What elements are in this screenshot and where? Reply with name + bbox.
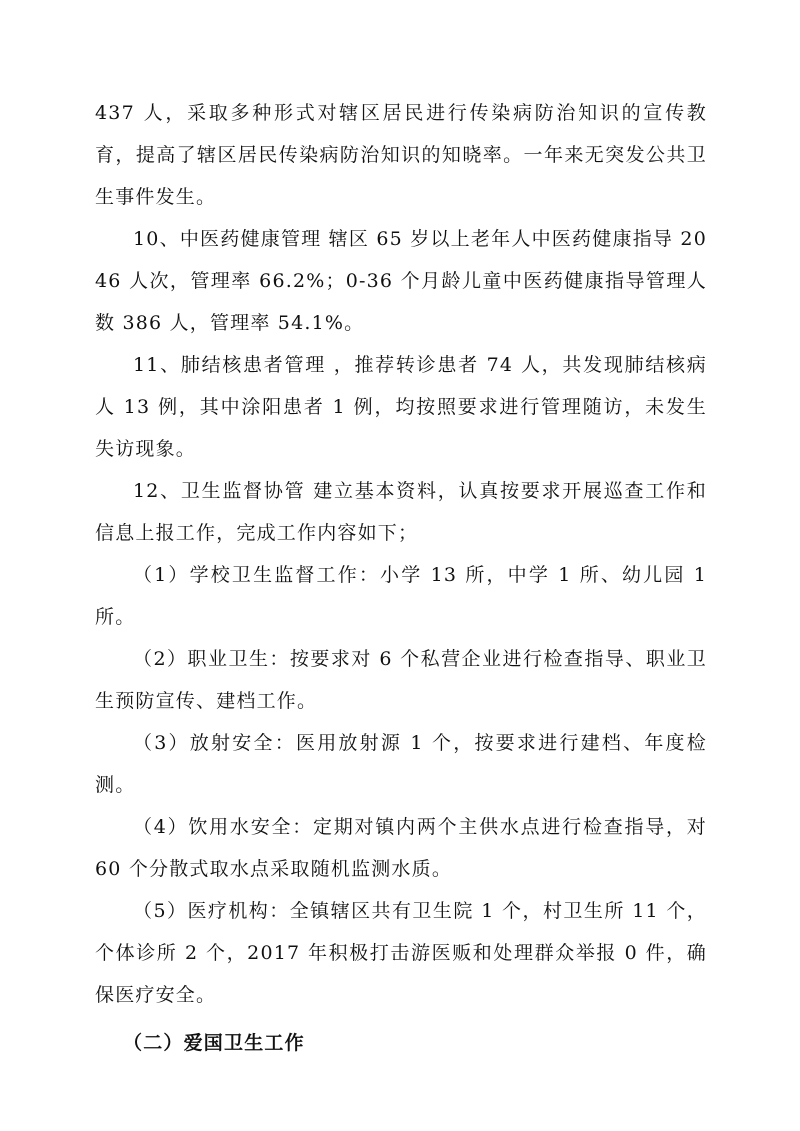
section-heading-patriotic-health: （二）爱国卫生工作 <box>123 1032 305 1054</box>
paragraph-drinking-water: （4）饮用水安全：定期对镇内两个主供水点进行检查指导，对 60 个分散式取水点采取随机监测水质。 <box>95 816 707 880</box>
paragraph-occupational-health: （2）职业卫生：按要求对 6 个私营企业进行检查指导、职业卫生预防宣传、建档工作。 <box>95 648 707 712</box>
document-body <box>95 92 707 1064</box>
paragraph-tuberculosis-management: 11、肺结核患者管理 ，推荐转诊患者 74 人，共发现肺结核病人 13 例，其中涂阳患者 1 例，均按照要求进行管理随访，未发生失访现象。 <box>95 354 707 460</box>
paragraph-infectious-disease-continued: 437 人，采取多种形式对辖区居民进行传染病防治知识的宣传教育，提高了辖区居民传染病防治知识的知晓率。一年来无突发公共卫生事件发生。 <box>95 102 707 208</box>
paragraph-radiation-safety: （3）放射安全：医用放射源 1 个，按要求进行建档、年度检测。 <box>95 732 707 796</box>
paragraph-medical-institutions: （5）医疗机构：全镇辖区共有卫生院 1 个，村卫生所 11 个，个体诊所 2 个，2017 年积极打击游医贩和处理群众举报 0 件，确保医疗安全。 <box>95 900 707 1006</box>
paragraph-school-health: （1）学校卫生监督工作：小学 13 所，中学 1 所、幼儿园 1 所。 <box>95 564 707 628</box>
paragraph-health-supervision: 12、卫生监督协管 建立基本资料，认真按要求开展巡查工作和信息上报工作，完成工作内容如下； <box>95 480 707 544</box>
paragraph-tcm-health-management: 10、中医药健康管理 辖区 65 岁以上老年人中医药健康指导 2046 人次，管理率 66.2%；0-36 个月龄儿童中医药健康指导管理人数 386 人，管理率 54.1%。 <box>95 228 707 334</box>
